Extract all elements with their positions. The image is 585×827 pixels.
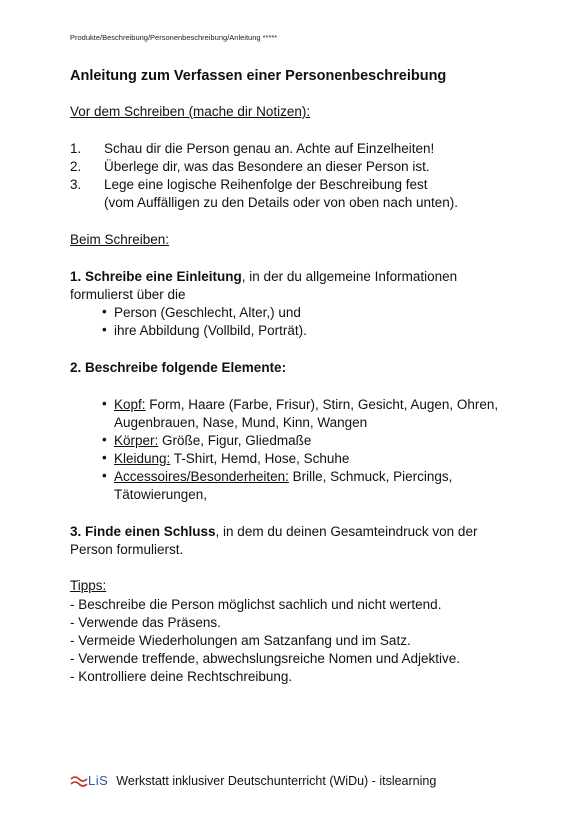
step1-line	[70, 268, 457, 286]
before-item-3-num: 3.	[70, 177, 82, 192]
step2-item-accessoires	[114, 468, 452, 486]
footer-text: Werkstatt inklusiver Deutschunterricht (WiDu) - itslearning	[116, 773, 437, 788]
step2-item-koerper	[114, 432, 311, 450]
step2-item-accessoires-cont: Tätowierungen,	[114, 487, 208, 502]
step1-line2: formulierst über die	[70, 287, 186, 302]
before-item-1-text: Schau dir die Person genau an. Achte auf Einzelheiten!	[104, 141, 435, 156]
step2-item-koerper-text: Größe, Figur, Gliedmaße	[158, 433, 312, 448]
step1-bold: 1. Schreibe eine Einleitung	[70, 269, 242, 284]
bullet-icon: •	[102, 468, 107, 483]
bullet-icon: •	[102, 322, 107, 337]
step1-rest: , in der du allgemeine Informationen	[241, 269, 458, 284]
step3-bold: 3. Finde einen Schluss	[70, 524, 216, 539]
step2-item-kopf-text: Form, Haare (Farbe, Frisur), Stirn, Gesicht, Augen, Ohren,	[145, 397, 499, 412]
step3-rest: , in dem du deinen Gesamteindruck von der	[215, 524, 478, 539]
page-title: Anleitung zum Verfassen einer Personenbeschreibung	[70, 68, 447, 84]
before-heading: Vor dem Schreiben (mache dir Notizen):	[70, 104, 311, 119]
bullet-icon: •	[102, 304, 107, 319]
footer	[70, 773, 436, 788]
tips-heading: Tipps:	[70, 578, 107, 593]
step1-bullet-2: ihre Abbildung (Vollbild, Porträt).	[114, 323, 307, 338]
step2-item-kopf-label: Kopf:	[114, 397, 146, 412]
step2-item-accessoires-text: Brille, Schmuck, Piercings,	[288, 469, 453, 484]
before-item-3-text-cont: (vom Auffälligen zu den Details oder von oben nach unten).	[104, 195, 458, 210]
step3-line2: Person formulierst.	[70, 542, 184, 557]
step3-line	[70, 523, 477, 541]
tip-item: - Verwende treffende, abwechslungsreiche Nomen und Adjektive.	[70, 651, 460, 666]
step1-bullet-1: Person (Geschlecht, Alter,) und	[114, 305, 301, 320]
tip-item: - Verwende das Präsens.	[70, 615, 221, 630]
lis-logo	[70, 773, 108, 788]
before-item-1-num: 1.	[70, 141, 82, 156]
step2-item-kleidung-text: T-Shirt, Hemd, Hose, Schuhe	[170, 451, 350, 466]
step2-item-koerper-label: Körper:	[114, 433, 159, 448]
before-item-3-text: Lege eine logische Reihenfolge der Beschreibung fest	[104, 177, 428, 192]
step2-item-accessoires-label: Accessoires/Besonderheiten:	[114, 469, 289, 484]
during-heading: Beim Schreiben:	[70, 232, 170, 247]
tip-item: - Beschreibe die Person möglichst sachlich und nicht wertend.	[70, 597, 442, 612]
logo-text: LiS	[88, 773, 109, 788]
step2-item-kleidung	[114, 450, 349, 468]
before-item-2-text: Überlege dir, was das Besondere an dieser Person ist.	[104, 159, 430, 174]
bullet-icon: •	[102, 432, 107, 447]
step2-item-kleidung-label: Kleidung:	[114, 451, 171, 466]
tip-item: - Vermeide Wiederholungen am Satzanfang und im Satz.	[70, 633, 411, 648]
step2-item-kopf	[114, 396, 498, 414]
wave-icon	[70, 775, 88, 787]
bullet-icon: •	[102, 396, 107, 411]
bullet-icon: •	[102, 450, 107, 465]
step2-item-kopf-cont: Augenbrauen, Nase, Mund, Kinn, Wangen	[114, 415, 368, 430]
step2-heading: 2. Beschreibe folgende Elemente:	[70, 360, 287, 375]
before-item-2-num: 2.	[70, 159, 82, 174]
tip-item: - Kontrolliere deine Rechtschreibung.	[70, 669, 293, 684]
breadcrumb: Produkte/Beschreibung/Personenbeschreibung/Anleitung *****	[70, 33, 278, 42]
